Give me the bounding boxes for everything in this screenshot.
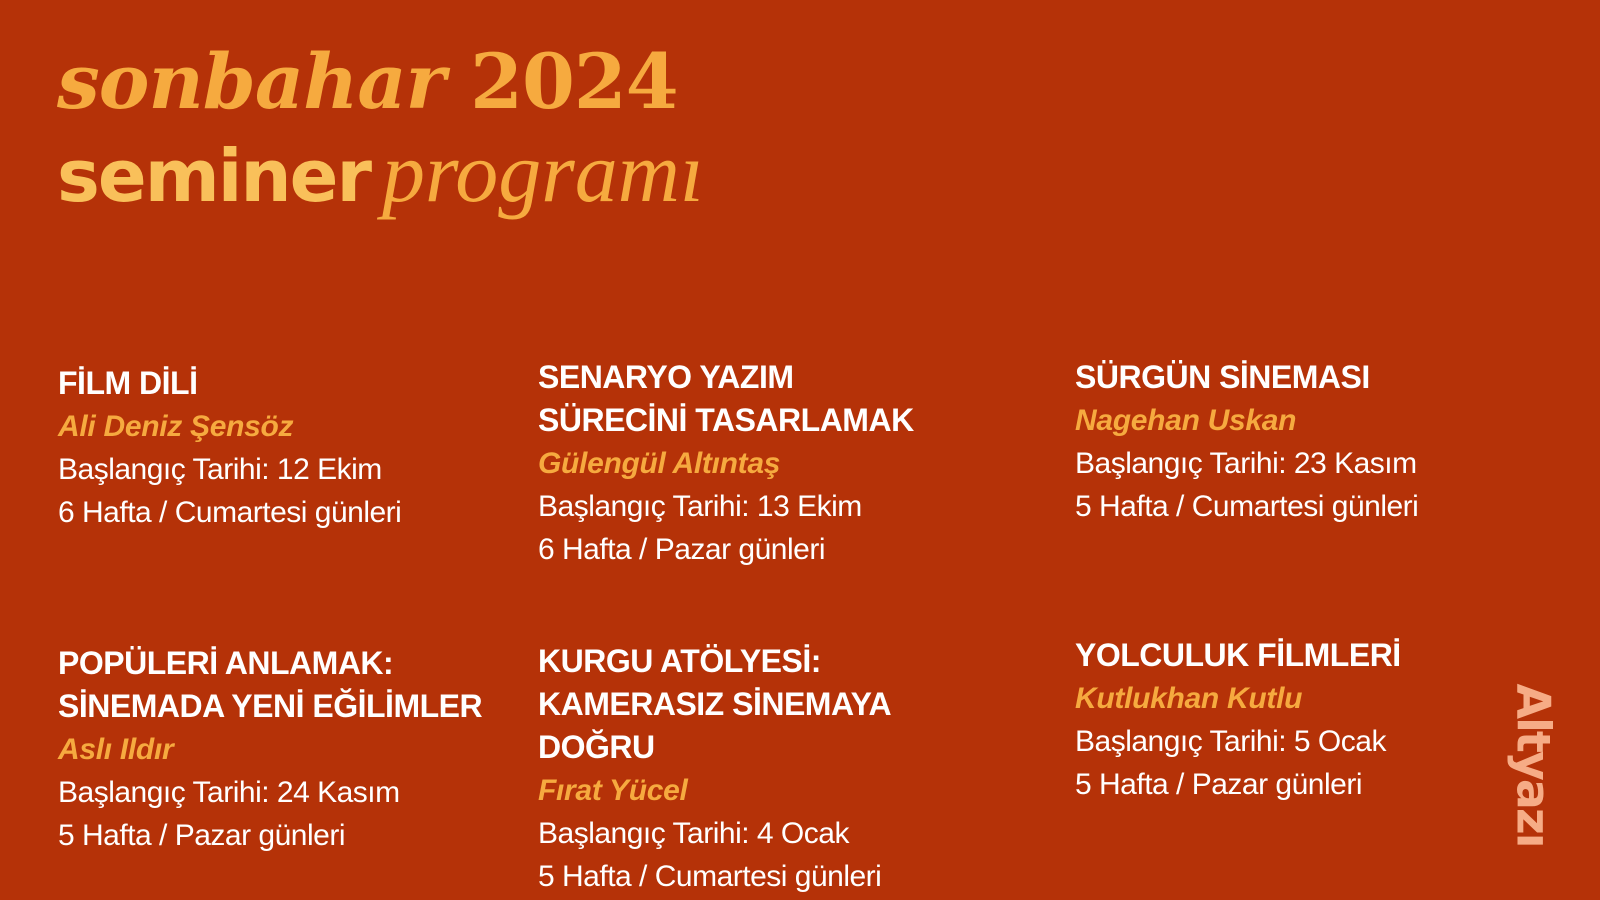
seminar-card-surgun (1075, 356, 1545, 528)
seminar-title: SÜRGÜN SİNEMASI (1075, 359, 1370, 395)
seminar-title: YOLCULUK FİLMLERİ (1075, 637, 1401, 673)
seminar-instructor: Gülengül Altıntaş (538, 447, 781, 480)
page-header (57, 37, 704, 245)
seminar-schedule: 5 Hafta / Pazar günleri (1075, 768, 1362, 801)
brand-logo (1508, 670, 1558, 860)
seminar-instructor: Nagehan Uskan (1075, 404, 1297, 437)
seminar-start-date: Başlangıç Tarihi: 5 Ocak (1075, 725, 1386, 758)
seminar-schedule: 5 Hafta / Pazar günleri (58, 819, 345, 852)
seminar-start-date: Başlangıç Tarihi: 12 Ekim (58, 453, 382, 486)
seminar-card-film-dili (58, 362, 528, 534)
seminar-card-yolculuk (1075, 634, 1545, 806)
seminar-card-senaryo (538, 356, 1008, 571)
seminar-schedule: 6 Hafta / Cumartesi günleri (58, 496, 402, 529)
seminar-instructor: Ali Deniz Şensöz (58, 410, 294, 443)
title-seminer: seminer (57, 134, 370, 218)
seminar-start-date: Başlangıç Tarihi: 13 Ekim (538, 490, 862, 523)
seminar-schedule: 5 Hafta / Cumartesi günleri (538, 860, 882, 893)
seminar-instructor: Aslı Ildır (58, 733, 174, 766)
title-programi: programı (382, 124, 704, 220)
seminar-schedule: 6 Hafta / Pazar günleri (538, 533, 825, 566)
seminar-start-date: Başlangıç Tarihi: 4 Ocak (538, 817, 849, 850)
seminar-instructor: Fırat Yücel (538, 774, 688, 807)
seminar-title: POPÜLERİ ANLAMAK: SİNEMADA YENİ EĞİLİMLER (58, 645, 483, 724)
seminar-start-date: Başlangıç Tarihi: 23 Kasım (1075, 447, 1417, 480)
seminar-title: FİLM DİLİ (58, 365, 198, 401)
season-word: sonbahar (57, 37, 445, 126)
page-title-season (57, 37, 704, 126)
seminar-card-kurgu (538, 640, 1008, 898)
seminar-instructor: Kutlukhan Kutlu (1075, 682, 1303, 715)
page-title-program (57, 124, 704, 245)
seminar-start-date: Başlangıç Tarihi: 24 Kasım (58, 776, 400, 809)
seminar-card-populer (58, 642, 528, 857)
seminar-title: KURGU ATÖLYESİ: KAMERASIZ SİNEMAYA DOĞRU (538, 643, 890, 765)
seminar-schedule: 5 Hafta / Cumartesi günleri (1075, 490, 1419, 523)
seminar-title: SENARYO YAZIM SÜRECİNİ TASARLAMAK (538, 359, 914, 438)
season-year: 2024 (470, 37, 678, 126)
brand-logo-text: Altyazı (1506, 683, 1560, 847)
